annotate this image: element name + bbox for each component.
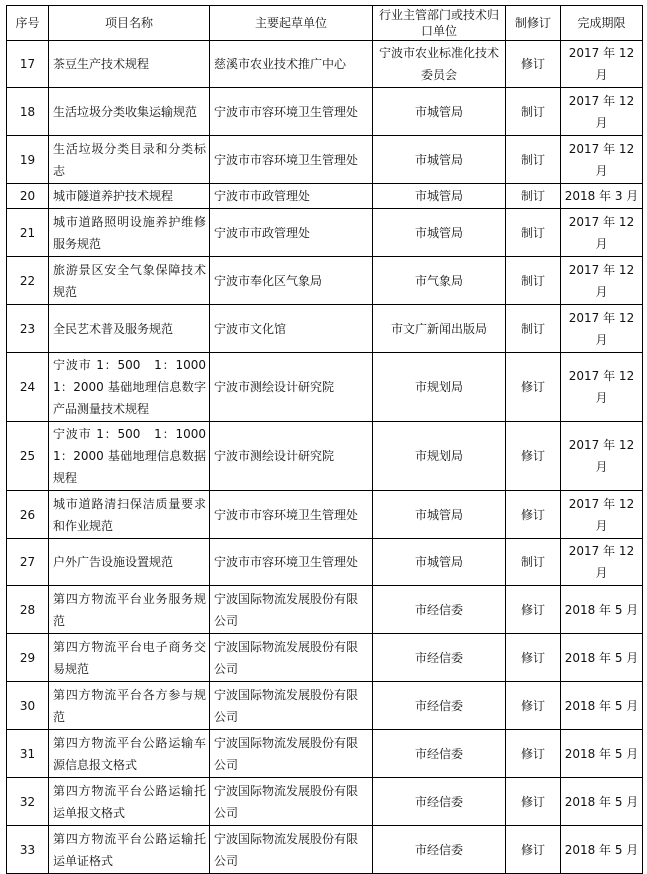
table-row xyxy=(7,88,643,136)
cell-authority: 宁波市农业标准化技术委员会 xyxy=(373,41,506,88)
cell-authority: 市文广新闻出版局 xyxy=(373,305,506,353)
cell-drafter: 宁波市文化馆 xyxy=(210,305,373,353)
cell-type: 制订 xyxy=(506,257,561,305)
cell-drafter: 宁波市奉化区气象局 xyxy=(210,257,373,305)
cell-name: 宁波市 1：500 1：1000 1：2000 基础地理信息数据规程 xyxy=(49,422,210,491)
header-type: 制修订 xyxy=(506,6,561,41)
cell-deadline: 2017 年 12 月 xyxy=(561,209,643,257)
table-row xyxy=(7,778,643,826)
cell-no: 24 xyxy=(7,353,49,422)
table-row xyxy=(7,491,643,539)
cell-deadline: 2018 年 5 月 xyxy=(561,730,643,778)
cell-drafter: 慈溪市农业技术推广中心 xyxy=(210,41,373,88)
header-deadline: 完成期限 xyxy=(561,6,643,41)
cell-drafter: 宁波市市容环境卫生管理处 xyxy=(210,136,373,184)
table-row xyxy=(7,586,643,634)
cell-no: 29 xyxy=(7,634,49,682)
table-row xyxy=(7,539,643,586)
table-row xyxy=(7,305,643,353)
cell-name: 茶豆生产技术规程 xyxy=(49,41,210,88)
cell-type: 修订 xyxy=(506,586,561,634)
header-name: 项目名称 xyxy=(49,6,210,41)
header-no: 序号 xyxy=(7,6,49,41)
cell-deadline: 2017 年 12 月 xyxy=(561,88,643,136)
cell-no: 27 xyxy=(7,539,49,586)
cell-authority: 市经信委 xyxy=(373,586,506,634)
cell-deadline: 2017 年 12 月 xyxy=(561,305,643,353)
table-row xyxy=(7,257,643,305)
cell-name: 第四方物流平台公路运输托运单报文格式 xyxy=(49,778,210,826)
cell-no: 30 xyxy=(7,682,49,730)
table-row xyxy=(7,353,643,422)
cell-drafter: 宁波市市容环境卫生管理处 xyxy=(210,491,373,539)
cell-type: 制订 xyxy=(506,184,561,209)
header-authority: 行业主管部门或技术归口单位 xyxy=(373,6,506,41)
cell-no: 17 xyxy=(7,41,49,88)
cell-authority: 市经信委 xyxy=(373,730,506,778)
cell-name: 旅游景区安全气象保障技术规范 xyxy=(49,257,210,305)
cell-authority: 市城管局 xyxy=(373,184,506,209)
cell-deadline: 2017 年 12 月 xyxy=(561,136,643,184)
table-row xyxy=(7,826,643,874)
cell-no: 33 xyxy=(7,826,49,874)
cell-no: 22 xyxy=(7,257,49,305)
cell-type: 修订 xyxy=(506,682,561,730)
cell-type: 制订 xyxy=(506,305,561,353)
cell-no: 20 xyxy=(7,184,49,209)
cell-name: 城市道路照明设施养护维修服务规范 xyxy=(49,209,210,257)
cell-name: 第四方物流平台业务服务规范 xyxy=(49,586,210,634)
cell-deadline: 2017 年 12 月 xyxy=(561,422,643,491)
cell-name: 生活垃圾分类收集运输规范 xyxy=(49,88,210,136)
cell-no: 32 xyxy=(7,778,49,826)
cell-type: 修订 xyxy=(506,730,561,778)
cell-authority: 市城管局 xyxy=(373,136,506,184)
cell-deadline: 2017 年 12 月 xyxy=(561,353,643,422)
cell-deadline: 2017 年 12 月 xyxy=(561,257,643,305)
cell-type: 制订 xyxy=(506,539,561,586)
cell-type: 制订 xyxy=(506,209,561,257)
cell-type: 修订 xyxy=(506,826,561,874)
cell-drafter: 宁波市市容环境卫生管理处 xyxy=(210,88,373,136)
cell-type: 修订 xyxy=(506,634,561,682)
cell-type: 修订 xyxy=(506,41,561,88)
cell-no: 31 xyxy=(7,730,49,778)
cell-authority: 市城管局 xyxy=(373,209,506,257)
cell-type: 修订 xyxy=(506,422,561,491)
cell-type: 制订 xyxy=(506,88,561,136)
cell-no: 26 xyxy=(7,491,49,539)
cell-no: 18 xyxy=(7,88,49,136)
cell-name: 第四方物流平台公路运输托运单证格式 xyxy=(49,826,210,874)
cell-no: 25 xyxy=(7,422,49,491)
cell-name: 城市道路清扫保洁质量要求和作业规范 xyxy=(49,491,210,539)
table-row xyxy=(7,634,643,682)
cell-deadline: 2018 年 5 月 xyxy=(561,586,643,634)
standards-table xyxy=(6,5,643,874)
header-row xyxy=(7,6,643,41)
cell-drafter: 宁波市市政管理处 xyxy=(210,209,373,257)
cell-deadline: 2018 年 5 月 xyxy=(561,826,643,874)
cell-authority: 市城管局 xyxy=(373,88,506,136)
cell-authority: 市气象局 xyxy=(373,257,506,305)
cell-authority: 市经信委 xyxy=(373,778,506,826)
cell-name: 第四方物流平台各方参与规范 xyxy=(49,682,210,730)
cell-no: 23 xyxy=(7,305,49,353)
cell-type: 修订 xyxy=(506,491,561,539)
cell-no: 21 xyxy=(7,209,49,257)
cell-name: 生活垃圾分类目录和分类标志 xyxy=(49,136,210,184)
cell-name: 户外广告设施设置规范 xyxy=(49,539,210,586)
cell-name: 第四方物流平台公路运输车源信息报文格式 xyxy=(49,730,210,778)
cell-authority: 市经信委 xyxy=(373,682,506,730)
cell-deadline: 2018 年 5 月 xyxy=(561,682,643,730)
table-row xyxy=(7,209,643,257)
table-row xyxy=(7,136,643,184)
table-row xyxy=(7,682,643,730)
cell-deadline: 2018 年 3 月 xyxy=(561,184,643,209)
cell-no: 19 xyxy=(7,136,49,184)
cell-authority: 市经信委 xyxy=(373,826,506,874)
cell-drafter: 宁波市市政管理处 xyxy=(210,184,373,209)
cell-authority: 市规划局 xyxy=(373,422,506,491)
cell-name: 全民艺术普及服务规范 xyxy=(49,305,210,353)
cell-type: 制订 xyxy=(506,136,561,184)
cell-drafter: 宁波市市容环境卫生管理处 xyxy=(210,539,373,586)
cell-no: 28 xyxy=(7,586,49,634)
cell-drafter: 宁波国际物流发展股份有限公司 xyxy=(210,682,373,730)
cell-name: 宁波市 1：500 1：1000 1：2000 基础地理信息数字产品测量技术规程 xyxy=(49,353,210,422)
cell-deadline: 2018 年 5 月 xyxy=(561,634,643,682)
cell-type: 修订 xyxy=(506,778,561,826)
cell-authority: 市城管局 xyxy=(373,491,506,539)
table-row xyxy=(7,41,643,88)
cell-type: 修订 xyxy=(506,353,561,422)
cell-name: 城市隧道养护技术规程 xyxy=(49,184,210,209)
cell-drafter: 宁波国际物流发展股份有限公司 xyxy=(210,586,373,634)
table-row xyxy=(7,184,643,209)
cell-drafter: 宁波国际物流发展股份有限公司 xyxy=(210,826,373,874)
header-drafter: 主要起草单位 xyxy=(210,6,373,41)
table-row xyxy=(7,730,643,778)
cell-deadline: 2017 年 12 月 xyxy=(561,491,643,539)
table-row xyxy=(7,422,643,491)
cell-drafter: 宁波市测绘设计研究院 xyxy=(210,422,373,491)
cell-name: 第四方物流平台电子商务交易规范 xyxy=(49,634,210,682)
cell-deadline: 2017 年 12 月 xyxy=(561,41,643,88)
cell-deadline: 2018 年 5 月 xyxy=(561,778,643,826)
cell-deadline: 2017 年 12 月 xyxy=(561,539,643,586)
cell-drafter: 宁波国际物流发展股份有限公司 xyxy=(210,778,373,826)
cell-drafter: 宁波市测绘设计研究院 xyxy=(210,353,373,422)
cell-authority: 市经信委 xyxy=(373,634,506,682)
cell-authority: 市规划局 xyxy=(373,353,506,422)
cell-drafter: 宁波国际物流发展股份有限公司 xyxy=(210,634,373,682)
cell-authority: 市城管局 xyxy=(373,539,506,586)
cell-drafter: 宁波国际物流发展股份有限公司 xyxy=(210,730,373,778)
